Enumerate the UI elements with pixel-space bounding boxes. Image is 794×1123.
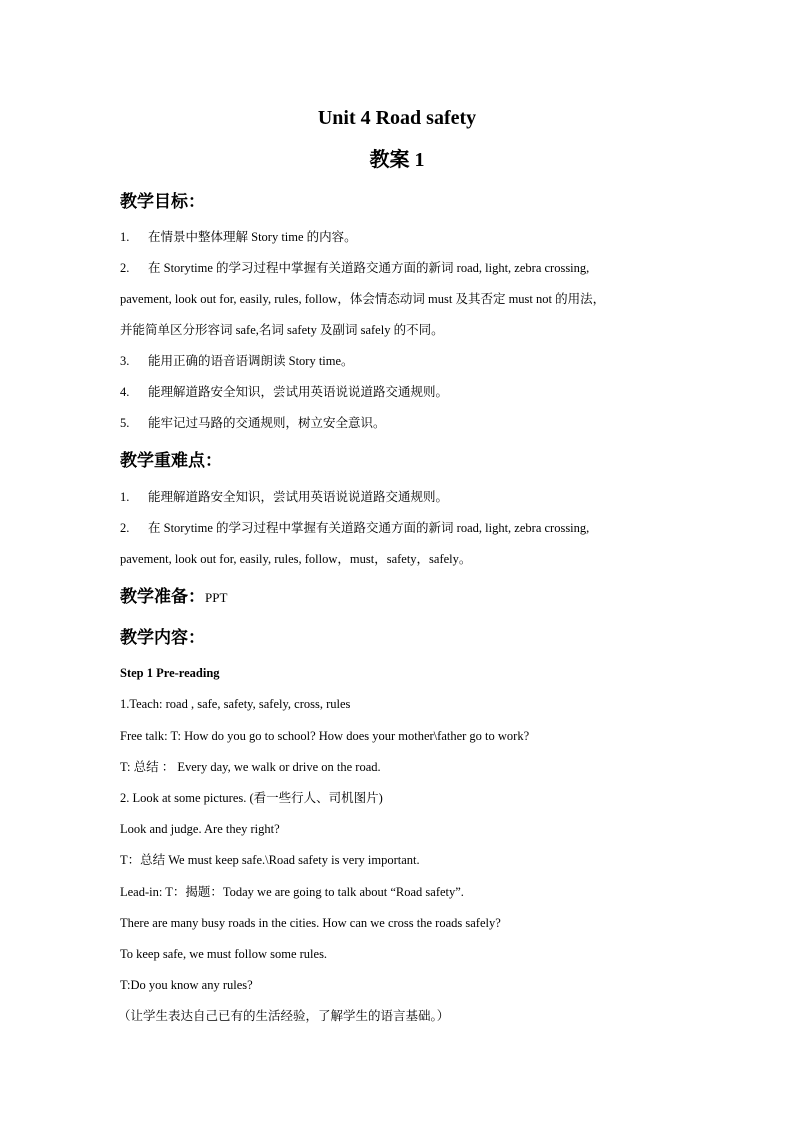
objective-item-continuation [120,321,444,339]
content-heading: 教学内容： [120,628,205,647]
objective-item [120,259,589,277]
item-number: 1. [120,230,130,244]
step-heading: Step 1 Pre-reading [120,666,220,680]
content-line: To keep safe, we must follow some rules. [120,947,328,961]
objective-item [120,414,386,432]
item-text: 并能简单区分形容词 safe,名词 safety 及副词 safely 的不同。 [120,323,444,337]
content-line: （让学生表达自己已有的生活经验，了解学生的语言基础。） [118,1009,450,1023]
item-number: 1. [120,490,130,504]
objective-item [120,228,357,246]
content-line: 1.Teach: road , safe, safety, safely, cross, rules [120,697,351,711]
content-line: Look and judge. Are they right? [120,822,280,836]
content-line: T: 总结 ： Every day, we walk or drive on the road. [120,760,381,774]
content-line: 2. Look at some pictures. (看一些行人、司机图片) [120,791,383,805]
content-line: Lead-in: T：揭题：Today we are going to talk about “Road safety”. [120,885,464,899]
item-text: 能牢记过马路的交通规则，树立安全意识。 [148,416,386,430]
document-subtitle: 教案 1 [369,149,425,171]
item-number: 5. [120,416,130,430]
item-text: 在 Storytime 的学习过程中掌握有关道路交通方面的新词 road, light, zebra crossing, [148,261,590,275]
objectives-heading: 教学目标： [120,192,205,211]
item-text: 能理解道路安全知识，尝试用英语说说道路交通规则。 [148,385,449,399]
key-point-item-continuation [120,550,471,568]
item-text: pavement, look out for, easily, rules, follow，must，safety，safely。 [120,552,472,566]
preparation-value: PPT [205,590,228,605]
preparation-label: 教学准备： [120,587,205,606]
content-line: T：总结 We must keep safe.\Road safety is very important. [120,853,420,867]
item-text: 能用正确的语音语调朗读 Story time。 [148,354,354,368]
key-point-item [120,488,448,506]
item-text: pavement, look out for, easily, rules, follow，体会情态动词 must 及其否定 must not 的用法， [120,292,606,306]
item-number: 4. [120,385,130,399]
item-text: 能理解道路安全知识，尝试用英语说说道路交通规则。 [148,490,449,504]
content-line: There are many busy roads in the cities. How can we cross the roads safely? [120,916,501,930]
key-point-item [120,519,589,537]
item-number: 2. [120,521,130,535]
document-title: Unit 4 Road safety [317,107,477,129]
objective-item-continuation [120,290,605,308]
content-line: Free talk: T: How do you go to school? How does your mother\father go to work? [120,729,530,743]
item-number: 3. [120,354,130,368]
key-points-heading: 教学重难点： [120,451,222,470]
preparation-heading [120,586,227,609]
item-text: 在情景中整体理解 Story time 的内容。 [148,230,357,244]
item-number: 2. [120,261,130,275]
objective-item [120,383,448,401]
item-text: 在 Storytime 的学习过程中掌握有关道路交通方面的新词 road, light, zebra crossing, [148,521,590,535]
content-line: T:Do you know any rules? [120,978,253,992]
objective-item [120,352,354,370]
